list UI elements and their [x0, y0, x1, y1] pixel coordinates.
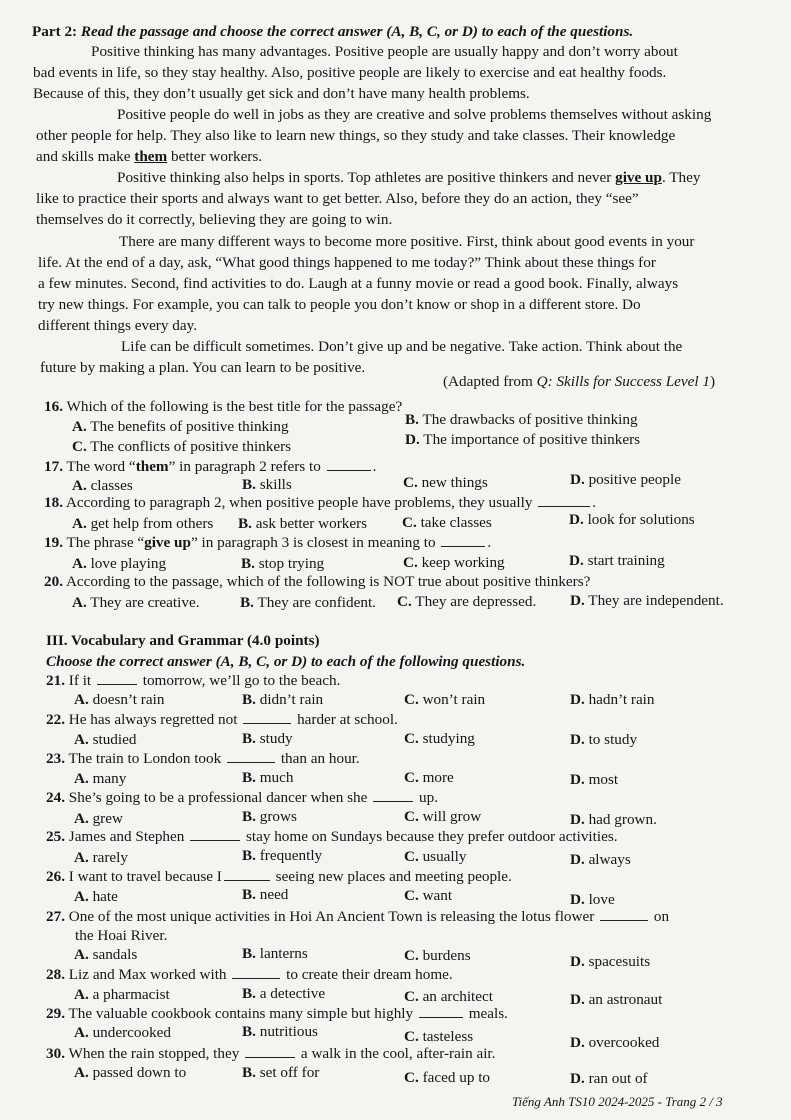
answer-blank: [373, 789, 413, 802]
option-text: The benefits of positive thinking: [90, 418, 289, 435]
option-text: a pharmacist: [92, 986, 170, 1003]
option[interactable]: [569, 511, 695, 529]
question-number: 30.: [46, 1045, 65, 1062]
option[interactable]: [242, 769, 293, 787]
question-20: [44, 573, 590, 591]
option-key: C.: [404, 769, 419, 786]
question-number: 22.: [46, 711, 65, 728]
p4-line: try new things. For example, you can talk to people you don’t know or shop in a different store. Do: [38, 296, 641, 313]
option-key: D.: [569, 511, 584, 528]
option-key: C.: [403, 554, 418, 571]
text-run: She’s going to be a professional dancer when she: [68, 789, 368, 806]
option-key: C.: [404, 988, 419, 1005]
option[interactable]: [404, 1069, 490, 1087]
option-text: always: [588, 851, 631, 868]
text-run: ): [709, 373, 716, 390]
underlined-word-them: them: [134, 148, 168, 165]
option-key: C.: [404, 887, 419, 904]
option-text: set off for: [259, 1064, 320, 1081]
option[interactable]: [404, 887, 452, 905]
p5-line: future by making a plan. You can learn to be positive.: [40, 359, 366, 376]
option[interactable]: [242, 985, 325, 1003]
p3-line: themselves do it correctly, believing they are going to win.: [36, 211, 393, 228]
question-26: [46, 868, 512, 886]
option-key: D.: [570, 953, 585, 970]
option-key: D.: [570, 851, 585, 868]
p1-line: Because of this, they don’t usually get sick and don’t have many health problems.: [33, 85, 530, 102]
question-number: 25.: [46, 828, 65, 845]
text-run: ” in paragraph 3 is closest in meaning to: [190, 534, 436, 551]
option[interactable]: [570, 592, 724, 610]
option[interactable]: [242, 945, 308, 963]
text-run: on: [653, 908, 670, 925]
option[interactable]: [404, 808, 481, 826]
option-text: tasteless: [422, 1028, 474, 1045]
option-key: A.: [74, 888, 89, 905]
answer-blank: [245, 1045, 295, 1058]
question-number: 27.: [46, 908, 65, 925]
option-key: A.: [74, 1064, 89, 1081]
option-text: overcooked: [588, 1034, 660, 1051]
option-text: will grow: [422, 808, 482, 825]
option-key: B.: [242, 691, 256, 708]
option-text: grows: [259, 808, 297, 825]
answer-blank: [232, 966, 280, 979]
option-key: B.: [242, 1064, 256, 1081]
option-key: B.: [242, 847, 256, 864]
option[interactable]: [238, 515, 367, 533]
option[interactable]: [74, 986, 170, 1004]
option-key: A.: [74, 849, 89, 866]
option[interactable]: [404, 769, 454, 787]
option-text: many: [92, 770, 127, 787]
option[interactable]: [570, 891, 615, 909]
question-29: [46, 1005, 508, 1023]
question-number: 20.: [44, 573, 63, 590]
option[interactable]: [570, 731, 637, 749]
option[interactable]: [242, 808, 297, 826]
text-run: One of the most unique activities in Hoi An Ancient Town is releasing the lotus flower: [68, 908, 595, 925]
text-run: than an hour.: [280, 750, 360, 767]
answer-blank: [600, 908, 648, 921]
answer-blank: [97, 672, 137, 685]
option-key: C.: [404, 1028, 419, 1045]
option-key: C.: [404, 730, 419, 747]
option-text: nutritious: [259, 1023, 318, 1040]
option-text: much: [259, 769, 294, 786]
underlined-phrase-give-up: give up: [615, 169, 662, 186]
option-text: studied: [92, 731, 137, 748]
option[interactable]: [569, 552, 665, 570]
option-text: to study: [588, 731, 638, 748]
option-key: C.: [404, 947, 419, 964]
option-text: look for solutions: [587, 511, 695, 528]
answer-blank: [419, 1005, 463, 1018]
option-text: undercooked: [92, 1024, 171, 1041]
option-text: more: [422, 769, 454, 786]
option[interactable]: [74, 1064, 186, 1082]
option-text: grew: [92, 810, 123, 827]
option-key: D.: [570, 991, 585, 1008]
option-text: need: [259, 886, 289, 903]
text-run: Liz and Max worked with: [68, 966, 227, 983]
question-number: 19.: [44, 534, 63, 551]
option[interactable]: [404, 1028, 473, 1046]
text-run: The train to London took: [68, 750, 222, 767]
option-text: sandals: [92, 946, 138, 963]
option[interactable]: [242, 691, 323, 709]
question-27-continued: the Hoai River.: [75, 927, 168, 944]
option-text: frequently: [259, 847, 323, 864]
option-key: B.: [242, 808, 256, 825]
option-key: C.: [404, 1069, 419, 1086]
text-run: .: [372, 458, 377, 475]
question-23: [46, 750, 360, 768]
question-18: [44, 494, 596, 512]
option[interactable]: [570, 471, 681, 489]
option-text: want: [422, 887, 453, 904]
option-key: A.: [72, 555, 87, 572]
option[interactable]: [74, 946, 137, 964]
section-heading: III. Vocabulary and Grammar (4.0 points): [46, 632, 320, 649]
text-run: The word “: [66, 458, 136, 475]
option-key: A.: [74, 986, 89, 1003]
question-text: According to the passage, which of the following is NOT true about positive thinkers?: [65, 573, 591, 590]
answer-blank: [538, 494, 590, 507]
option-text: studying: [422, 730, 475, 747]
option-text: usually: [422, 848, 467, 865]
option-key: A.: [74, 770, 89, 787]
p4-line: different things every day.: [38, 317, 197, 334]
text-run: meals.: [468, 1005, 508, 1022]
text-run: When the rain stopped, they: [68, 1045, 240, 1062]
option[interactable]: [74, 1024, 171, 1042]
part2-label: Part 2:: [32, 23, 78, 40]
option-text: hadn’t rain: [588, 691, 655, 708]
option[interactable]: [402, 514, 492, 532]
option[interactable]: [72, 594, 200, 612]
text-run: . They: [661, 169, 701, 186]
option-text: love: [588, 891, 615, 908]
text-run: Positive thinking also helps in sports. Top athletes are positive thinkers and never: [117, 169, 616, 186]
option-key: A.: [72, 477, 87, 494]
question-number: 17.: [44, 458, 63, 475]
question-25: [46, 828, 618, 846]
p4-line: There are many different ways to become more positive. First, think about good events in your: [119, 233, 695, 250]
option[interactable]: [397, 593, 536, 611]
option[interactable]: [570, 811, 657, 829]
option-text: start training: [587, 552, 665, 569]
option[interactable]: [242, 730, 293, 748]
option-text: passed down to: [92, 1064, 187, 1081]
p2-line: [36, 148, 262, 166]
option-text: love playing: [90, 555, 167, 572]
option[interactable]: [570, 771, 618, 789]
option[interactable]: [405, 411, 638, 429]
option[interactable]: [405, 431, 640, 449]
option-key: C.: [404, 691, 419, 708]
option[interactable]: [570, 991, 662, 1009]
text-run: to create their dream home.: [286, 966, 453, 983]
text-run: He has always regretted not: [68, 711, 238, 728]
question-number: 16.: [44, 398, 63, 415]
option-key: B.: [405, 411, 419, 428]
p3-line: like to practice their sports and always want to get better. Also, before they do an action, they “see”: [36, 190, 639, 207]
option[interactable]: [403, 554, 505, 572]
text-run: .: [592, 494, 597, 511]
option-key: D.: [570, 771, 585, 788]
option[interactable]: [72, 418, 289, 436]
option-text: had grown.: [588, 811, 657, 828]
question-22: [46, 711, 398, 729]
option-text: They are creative.: [90, 594, 200, 611]
option-text: lanterns: [259, 945, 308, 962]
option-key: C.: [72, 438, 87, 455]
option-text: faced up to: [422, 1069, 491, 1086]
text-run: harder at school.: [297, 711, 398, 728]
question-19: [44, 534, 491, 552]
answer-blank: [441, 534, 485, 547]
option-key: C.: [404, 848, 419, 865]
option-key: D.: [570, 691, 585, 708]
text-run: better workers.: [167, 148, 263, 165]
option-text: classes: [90, 477, 133, 494]
option[interactable]: [570, 1070, 648, 1088]
option[interactable]: [404, 848, 466, 866]
option-text: keep working: [421, 554, 505, 571]
option-text: burdens: [422, 947, 471, 964]
option[interactable]: [241, 555, 324, 573]
option-key: A.: [72, 594, 87, 611]
option[interactable]: [242, 476, 292, 494]
option-key: C.: [403, 474, 418, 491]
option-key: C.: [402, 514, 417, 531]
option-text: spacesuits: [588, 953, 651, 970]
option[interactable]: [242, 1023, 318, 1041]
option-text: The conflicts of positive thinkers: [90, 438, 292, 455]
option-key: A.: [74, 1024, 89, 1041]
option-text: doesn’t rain: [92, 691, 165, 708]
p5-line: Life can be difficult sometimes. Don’t give up and be negative. Take action. Think about the: [121, 338, 683, 355]
option-key: D.: [570, 1034, 585, 1051]
question-27: [46, 908, 669, 926]
answer-blank: [243, 711, 291, 724]
option[interactable]: [74, 731, 136, 749]
option[interactable]: [72, 438, 291, 456]
question-number: 21.: [46, 672, 65, 689]
question-16: [44, 398, 402, 416]
p4-line: life. At the end of a day, ask, “What good things happened to me today?” Think about these things for: [38, 254, 656, 271]
option-key: D.: [570, 891, 585, 908]
option-key: D.: [570, 471, 585, 488]
option-text: The drawbacks of positive thinking: [422, 411, 638, 428]
text-run: .: [487, 534, 492, 551]
question-number: 18.: [44, 494, 63, 511]
text-run: up.: [419, 789, 438, 806]
option-text: skills: [259, 476, 292, 493]
option[interactable]: [74, 888, 118, 906]
option[interactable]: [74, 810, 123, 828]
option-key: B.: [242, 1023, 256, 1040]
option-key: C.: [397, 593, 412, 610]
text-run: The valuable cookbook contains many simple but highly: [68, 1005, 414, 1022]
option-key: B.: [240, 594, 254, 611]
question-number: 29.: [46, 1005, 65, 1022]
option-key: D.: [570, 592, 585, 609]
text-run: stay home on Sundays because they prefer outdoor activities.: [245, 828, 618, 845]
option-text: get help from others: [90, 515, 214, 532]
option[interactable]: [74, 691, 164, 709]
option[interactable]: [404, 691, 485, 709]
part2-header: [32, 23, 633, 41]
question-number: 24.: [46, 789, 65, 806]
option[interactable]: [242, 847, 322, 865]
text-run: (Adapted from: [443, 373, 537, 390]
text-run: tomorrow, we’ll go to the beach.: [142, 672, 341, 689]
option-text: hate: [92, 888, 118, 905]
option[interactable]: [570, 953, 650, 971]
option-key: A.: [74, 946, 89, 963]
option-key: A.: [72, 515, 87, 532]
p1-line: bad events in life, so they stay healthy. Also, positive people are likely to exercise and eat healthy foods.: [33, 64, 667, 81]
text-run: ” in paragraph 2 refers to: [168, 458, 321, 475]
option-text: an astronaut: [588, 991, 663, 1008]
option[interactable]: [74, 770, 126, 788]
option-key: B.: [242, 730, 256, 747]
question-number: 23.: [46, 750, 65, 767]
question-17: [44, 458, 376, 476]
answer-blank: [224, 868, 270, 881]
option[interactable]: [570, 691, 655, 709]
option[interactable]: [72, 515, 213, 533]
option-text: rarely: [92, 849, 128, 866]
p4-line: a few minutes. Second, find activities to do. Laugh at a funny movie or read a good book. Finally, always: [38, 275, 679, 292]
option-text: They are confident.: [257, 594, 376, 611]
option-text: They are independent.: [588, 592, 724, 609]
question-number: 26.: [46, 868, 65, 885]
option-text: most: [588, 771, 619, 788]
option-key: B.: [242, 476, 256, 493]
option-text: didn’t rain: [259, 691, 324, 708]
option-key: B.: [242, 945, 256, 962]
option-key: D.: [570, 811, 585, 828]
text-run: and skills make: [36, 148, 135, 165]
option-key: A.: [72, 418, 87, 435]
page-footer: Tiếng Anh TS10 2024-2025 - Trang 2 / 3: [512, 1094, 723, 1109]
option-text: The importance of positive thinkers: [423, 431, 641, 448]
option-key: A.: [74, 691, 89, 708]
option[interactable]: [72, 477, 133, 495]
option-text: a detective: [259, 985, 326, 1002]
part2-instruction: Read the passage and choose the correct answer (A, B, C, or D) to each of the questions.: [80, 23, 634, 40]
p2-line: other people for help. They also like to learn new things, so they study and take classes. Their knowledge: [36, 127, 676, 144]
text-run: If it: [68, 672, 92, 689]
option[interactable]: [242, 1064, 319, 1082]
answer-blank: [327, 458, 371, 471]
p1-line: Positive thinking has many advantages. Positive people are usually happy and don’t worry about: [91, 43, 678, 60]
p2-line: Positive people do well in jobs as they are creative and solve problems themselves without asking: [117, 106, 712, 123]
source-citation: [443, 373, 715, 391]
option-key: D.: [405, 431, 420, 448]
option-key: C.: [404, 808, 419, 825]
text-run: seeing new places and meeting people.: [275, 868, 512, 885]
option-text: new things: [421, 474, 488, 491]
option-key: B.: [238, 515, 252, 532]
question-30: [46, 1045, 495, 1063]
quoted-phrase: give up: [144, 534, 191, 551]
text-run: a walk in the cool, after-rain air.: [300, 1045, 496, 1062]
option[interactable]: [570, 1034, 659, 1052]
option[interactable]: [72, 555, 166, 573]
option-text: stop trying: [258, 555, 325, 572]
quoted-word: them: [135, 458, 169, 475]
option[interactable]: [74, 849, 128, 867]
option-text: take classes: [420, 514, 492, 531]
option-key: D.: [570, 731, 585, 748]
option[interactable]: [403, 474, 488, 492]
option[interactable]: [404, 988, 493, 1006]
answer-blank: [227, 750, 275, 763]
question-text: Which of the following is the best title for the passage?: [66, 398, 403, 415]
option-key: D.: [569, 552, 584, 569]
option[interactable]: [570, 851, 631, 869]
option-text: study: [259, 730, 293, 747]
option-key: A.: [74, 810, 89, 827]
question-21: [46, 672, 340, 690]
answer-blank: [190, 828, 240, 841]
option-key: B.: [241, 555, 255, 572]
option-text: ran out of: [588, 1070, 648, 1087]
text-run: I want to travel because I: [68, 868, 222, 885]
text-run: The phrase “: [66, 534, 145, 551]
option[interactable]: [404, 947, 471, 965]
option-key: A.: [74, 731, 89, 748]
option-text: They are depressed.: [415, 593, 537, 610]
source-title: Q: Skills for Success Level 1: [536, 373, 710, 390]
option-key: D.: [570, 1070, 585, 1087]
option-text: an architect: [422, 988, 493, 1005]
text-run: James and Stephen: [68, 828, 185, 845]
question-text: According to paragraph 2, when positive people have problems, they usually: [65, 494, 533, 511]
question-24: [46, 789, 438, 807]
option-text: won’t rain: [422, 691, 486, 708]
option[interactable]: [242, 886, 288, 904]
option-key: B.: [242, 886, 256, 903]
p3-line: [117, 169, 700, 187]
question-number: 28.: [46, 966, 65, 983]
option-key: B.: [242, 769, 256, 786]
option[interactable]: [240, 594, 376, 612]
option-key: B.: [242, 985, 256, 1002]
section-instruction: Choose the correct answer (A, B, C, or D) to each of the following questions.: [46, 653, 526, 670]
question-28: [46, 966, 453, 984]
option-text: positive people: [588, 471, 681, 488]
option[interactable]: [404, 730, 475, 748]
option-text: ask better workers: [255, 515, 368, 532]
